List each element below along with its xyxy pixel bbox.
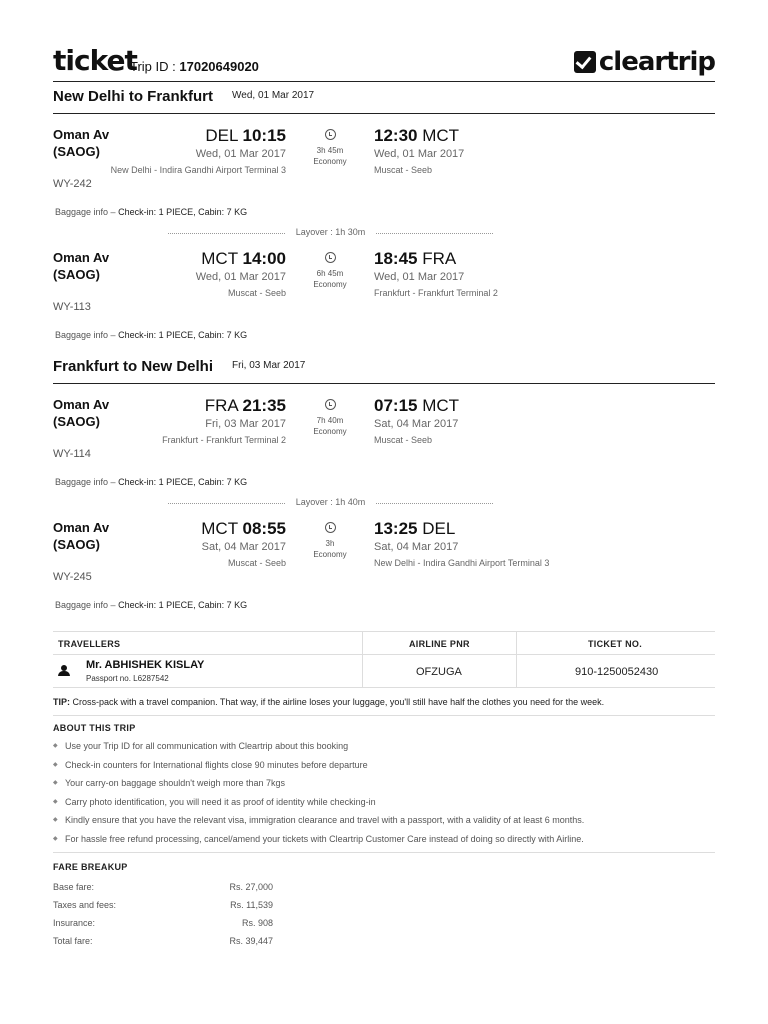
section-divider: [53, 852, 715, 853]
leg-header-outbound: [53, 81, 715, 114]
column-header-pnr: AIRLINE PNR: [409, 639, 470, 649]
trip-id: [130, 59, 259, 74]
arrival-time: 12:30: [374, 126, 418, 145]
traveller-name: Mr. ABHISHEK KISLAY: [86, 659, 205, 671]
tip-label: TIP:: [53, 697, 70, 707]
flight-segment: [53, 396, 715, 496]
cabin-class: Economy: [313, 427, 347, 436]
arrival-place: Muscat - Seeb: [374, 165, 433, 175]
fare-label: Taxes and fees:: [53, 900, 117, 910]
tip-text: Cross-pack with a travel companion. That way, if the airline loses your luggage, you'll still have half the clothes you need for the week.: [72, 697, 605, 707]
departure: [86, 519, 286, 569]
list-item: ◆ Use your Trip ID for all communication with Cleartrip about this booking: [53, 741, 715, 760]
arrival: [374, 126, 574, 176]
list-item: ◆ Your carry-on baggage shouldn't weigh more than 7kgs: [53, 778, 715, 797]
departure-code: MCT: [201, 519, 238, 538]
departure-code: DEL: [205, 126, 238, 145]
fare-label: Insurance:: [53, 918, 96, 928]
cabin-class: Economy: [313, 157, 347, 166]
arrival-date: Wed, 01 Mar 2017: [374, 271, 465, 283]
cleartrip-logo: [574, 47, 715, 77]
baggage-label: Baggage info –: [55, 477, 116, 487]
fare-value: Rs. 11,539: [230, 900, 273, 910]
baggage-info: [55, 477, 247, 487]
arrival-code: MCT: [422, 396, 460, 415]
fare-value: Rs. 39,447: [229, 936, 273, 946]
column-divider: [362, 655, 363, 687]
departure-place: New Delhi - Indira Gandhi Airport Terminal 3: [110, 165, 286, 175]
baggage-allowance: Check-in: 1 PIECE, Cabin: 7 KG: [118, 330, 248, 340]
departure-place: Frankfurt - Frankfurt Terminal 2: [162, 435, 286, 445]
fare-row-total: [53, 936, 273, 950]
duration-block: [302, 252, 358, 289]
trip-id-label: Trip ID :: [130, 59, 176, 74]
fare-value: Rs. 27,000: [229, 882, 273, 892]
arrival: [374, 519, 574, 569]
travel-tip: [53, 697, 715, 716]
arrival-code: DEL: [422, 519, 456, 538]
cabin-class: Economy: [313, 550, 347, 559]
arrival-code: MCT: [422, 126, 460, 145]
column-divider: [362, 632, 363, 654]
travellers-table: [53, 631, 715, 688]
fare-row-insurance: [53, 918, 273, 932]
duration-block: [302, 129, 358, 166]
baggage-label: Baggage info –: [55, 207, 116, 217]
logo-text: cleartrip: [598, 47, 715, 77]
list-item: ◆ Check-in counters for International flights close 90 minutes before departure: [53, 760, 715, 779]
column-header-travellers: TRAVELLERS: [58, 639, 121, 649]
clock-icon: [325, 252, 336, 263]
leg-date: Wed, 01 Mar 2017: [232, 90, 315, 101]
ticket-wordmark: ticket: [53, 44, 137, 77]
table-row: [53, 655, 715, 688]
flight-number: WY-113: [53, 301, 91, 313]
departure-time: 10:15: [242, 126, 286, 145]
checkmark-icon: [574, 51, 596, 73]
arrival-code: FRA: [422, 249, 457, 268]
column-header-ticket-no: TICKET NO.: [588, 639, 642, 649]
travellers-table-header: [53, 631, 715, 655]
baggage-label: Baggage info –: [55, 600, 116, 610]
duration-block: [302, 522, 358, 559]
layover-line-right: [376, 233, 493, 234]
ticket-number: 910-1250052430: [575, 666, 659, 678]
departure-time: 21:35: [242, 396, 286, 415]
fare-row-taxes: [53, 900, 273, 914]
departure-place: Muscat - Seeb: [227, 558, 286, 568]
flight-segment: [53, 249, 715, 349]
departure-code: MCT: [201, 249, 238, 268]
duration-block: [302, 399, 358, 436]
baggage-info: [55, 330, 247, 340]
departure: [86, 249, 286, 299]
baggage-allowance: Check-in: 1 PIECE, Cabin: 7 KG: [118, 600, 248, 610]
list-item: ◆ For hassle free refund processing, cancel/amend your tickets with Cleartrip Customer Care instead of doing so directly with Airline.: [53, 834, 715, 853]
flight-duration: 3h 45m: [316, 146, 344, 155]
fare-row-base: [53, 882, 273, 896]
flight-number: WY-245: [53, 571, 92, 583]
flight-duration: 6h 45m: [316, 269, 344, 278]
departure: [86, 126, 286, 176]
fare-value: Rs. 908: [241, 918, 273, 928]
airline-pnr: OFZUGA: [416, 666, 462, 678]
layover-line-right: [376, 503, 493, 504]
clock-icon: [325, 129, 336, 140]
airline-name: Oman Av (SAOG): [53, 397, 110, 429]
list-item: ◆ Kindly ensure that you have the relevant visa, immigration clearance and travel with a passport, with a validity of at least 6 months.: [53, 815, 715, 834]
layover-text: Layover : 1h 30m: [295, 227, 366, 237]
column-divider: [516, 655, 517, 687]
about-list: [53, 741, 715, 852]
arrival: [374, 249, 574, 299]
layover-divider: [168, 497, 493, 509]
clock-icon: [325, 522, 336, 533]
clock-icon: [325, 399, 336, 410]
baggage-label: Baggage info –: [55, 330, 116, 340]
arrival-date: Wed, 01 Mar 2017: [374, 148, 465, 160]
about-heading: ABOUT THIS TRIP: [53, 723, 136, 733]
airline-name: Oman Av (SAOG): [53, 250, 110, 282]
flight-number: WY-242: [53, 178, 92, 190]
departure-code: FRA: [204, 396, 238, 415]
arrival-date: Sat, 04 Mar 2017: [374, 541, 459, 553]
flight-duration: 7h 40m: [316, 416, 344, 425]
departure-place: Muscat - Seeb: [227, 288, 286, 298]
departure-time: 08:55: [242, 519, 286, 538]
fare-label: Base fare:: [53, 882, 95, 892]
arrival-time: 07:15: [374, 396, 418, 415]
arrival: [374, 396, 574, 446]
fare-label: Total fare:: [53, 936, 93, 946]
departure-date: Wed, 01 Mar 2017: [195, 271, 286, 283]
departure-date: Sat, 04 Mar 2017: [201, 541, 286, 553]
person-icon: [58, 665, 70, 677]
ticket-header: [53, 44, 715, 82]
leg-date: Fri, 03 Mar 2017: [232, 360, 306, 371]
leg-header-return: [53, 351, 715, 384]
arrival-place: Muscat - Seeb: [374, 435, 433, 445]
passport-number: Passport no. L6287542: [86, 674, 169, 683]
baggage-allowance: Check-in: 1 PIECE, Cabin: 7 KG: [118, 477, 248, 487]
layover-text: Layover : 1h 40m: [295, 497, 366, 507]
departure-time: 14:00: [242, 249, 286, 268]
baggage-allowance: Check-in: 1 PIECE, Cabin: 7 KG: [118, 207, 248, 217]
flight-duration: 3h: [325, 539, 335, 548]
flight-segment: [53, 126, 715, 226]
leg-title: New Delhi to Frankfurt: [53, 88, 214, 105]
airline-name: Oman Av (SAOG): [53, 520, 110, 552]
baggage-info: [55, 207, 247, 217]
flight-segment: [53, 519, 715, 619]
arrival-date: Sat, 04 Mar 2017: [374, 418, 459, 430]
leg-title: Frankfurt to New Delhi: [53, 358, 214, 375]
departure: [86, 396, 286, 446]
arrival-time: 18:45: [374, 249, 418, 268]
arrival-place: Frankfurt - Frankfurt Terminal 2: [374, 288, 498, 298]
cabin-class: Economy: [313, 280, 347, 289]
departure-date: Fri, 03 Mar 2017: [205, 418, 286, 430]
arrival-place: New Delhi - Indira Gandhi Airport Terminal 3: [374, 558, 550, 568]
baggage-info: [55, 600, 247, 610]
departure-date: Wed, 01 Mar 2017: [195, 148, 286, 160]
fare-heading: FARE BREAKUP: [53, 862, 128, 872]
flight-number: WY-114: [53, 448, 91, 460]
trip-id-value: 17020649020: [179, 59, 259, 74]
layover-divider: [168, 227, 493, 239]
arrival-time: 13:25: [374, 519, 418, 538]
list-item: ◆ Carry photo identification, you will need it as proof of identity while checking-in: [53, 797, 715, 816]
column-divider: [516, 632, 517, 654]
airline-name: Oman Av (SAOG): [53, 127, 110, 159]
